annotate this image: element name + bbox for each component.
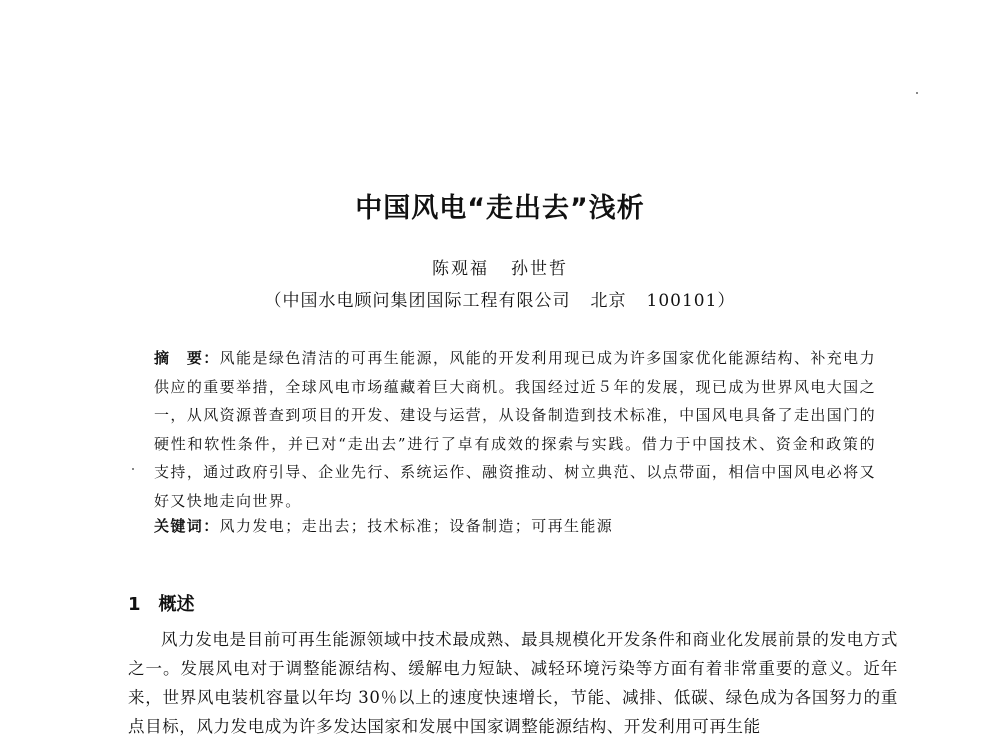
section-number: 1: [128, 594, 141, 615]
abstract: [154, 344, 876, 515]
section-title: 概述: [158, 594, 195, 615]
author-list: [0, 254, 1000, 279]
author-name: 孙世哲: [511, 259, 568, 279]
affiliation-city: 北京: [590, 291, 627, 311]
author-name: 陈观福: [432, 259, 489, 279]
keywords-text: 风力发电；走出去；技术标准；设备制造；可再生能源: [219, 517, 614, 535]
scan-speck: [916, 92, 918, 94]
affiliation-close-paren: ）: [717, 291, 736, 311]
abstract-text: 风能是绿色清洁的可再生能源，风能的开发利用现已成为许多国家优化能源结构、补充电力供应的重要举措，全球风电市场蕴藏着巨大商机。我国经过近５年的发展，现已成为世界风电大国之一，从风资源普查到项目的开发、建设与运营，从设备制造到技术标准，中国风电具备了走出国门的硬性和软性条件，并已对“走出去”进行了卓有成效的探索与实践。借力于中国技术、资金和政策的支持，通过政府引导、企业先行、系统运作、融资推动、树立典范、以点带面，相信中国风电必将又好又快地走向世界。: [154, 349, 876, 510]
abstract-label: 摘 要：: [154, 349, 220, 367]
section-heading: [128, 590, 195, 616]
affiliation-org: 中国水电顾问集团国际工程有限公司: [282, 291, 571, 311]
paper-title: 中国风电“走出去”浅析: [355, 193, 645, 224]
scan-speck: [132, 468, 134, 470]
affiliation-postcode: 100101: [646, 291, 718, 311]
keywords-label: 关键词：: [154, 517, 220, 535]
keywords: [154, 515, 876, 536]
affiliation: [0, 286, 1000, 311]
body-paragraph: 风力发电是目前可再生能源领域中技术最成熟、最具规模化开发条件和商业化发展前景的发电方式之一。发展风电对于调整能源结构、缓解电力短缺、减轻环境污染等方面有着非常重要的意义。近年来，世界风电装机容量以年均 30％以上的速度快速增长，节能、减排、低碳、绿色成为各国努力的重点目标，风力发电成为许多发达国家和发展中国家调整能源结构、开发利用可再生能: [128, 630, 898, 736]
affiliation-open-paren: （: [264, 291, 283, 311]
